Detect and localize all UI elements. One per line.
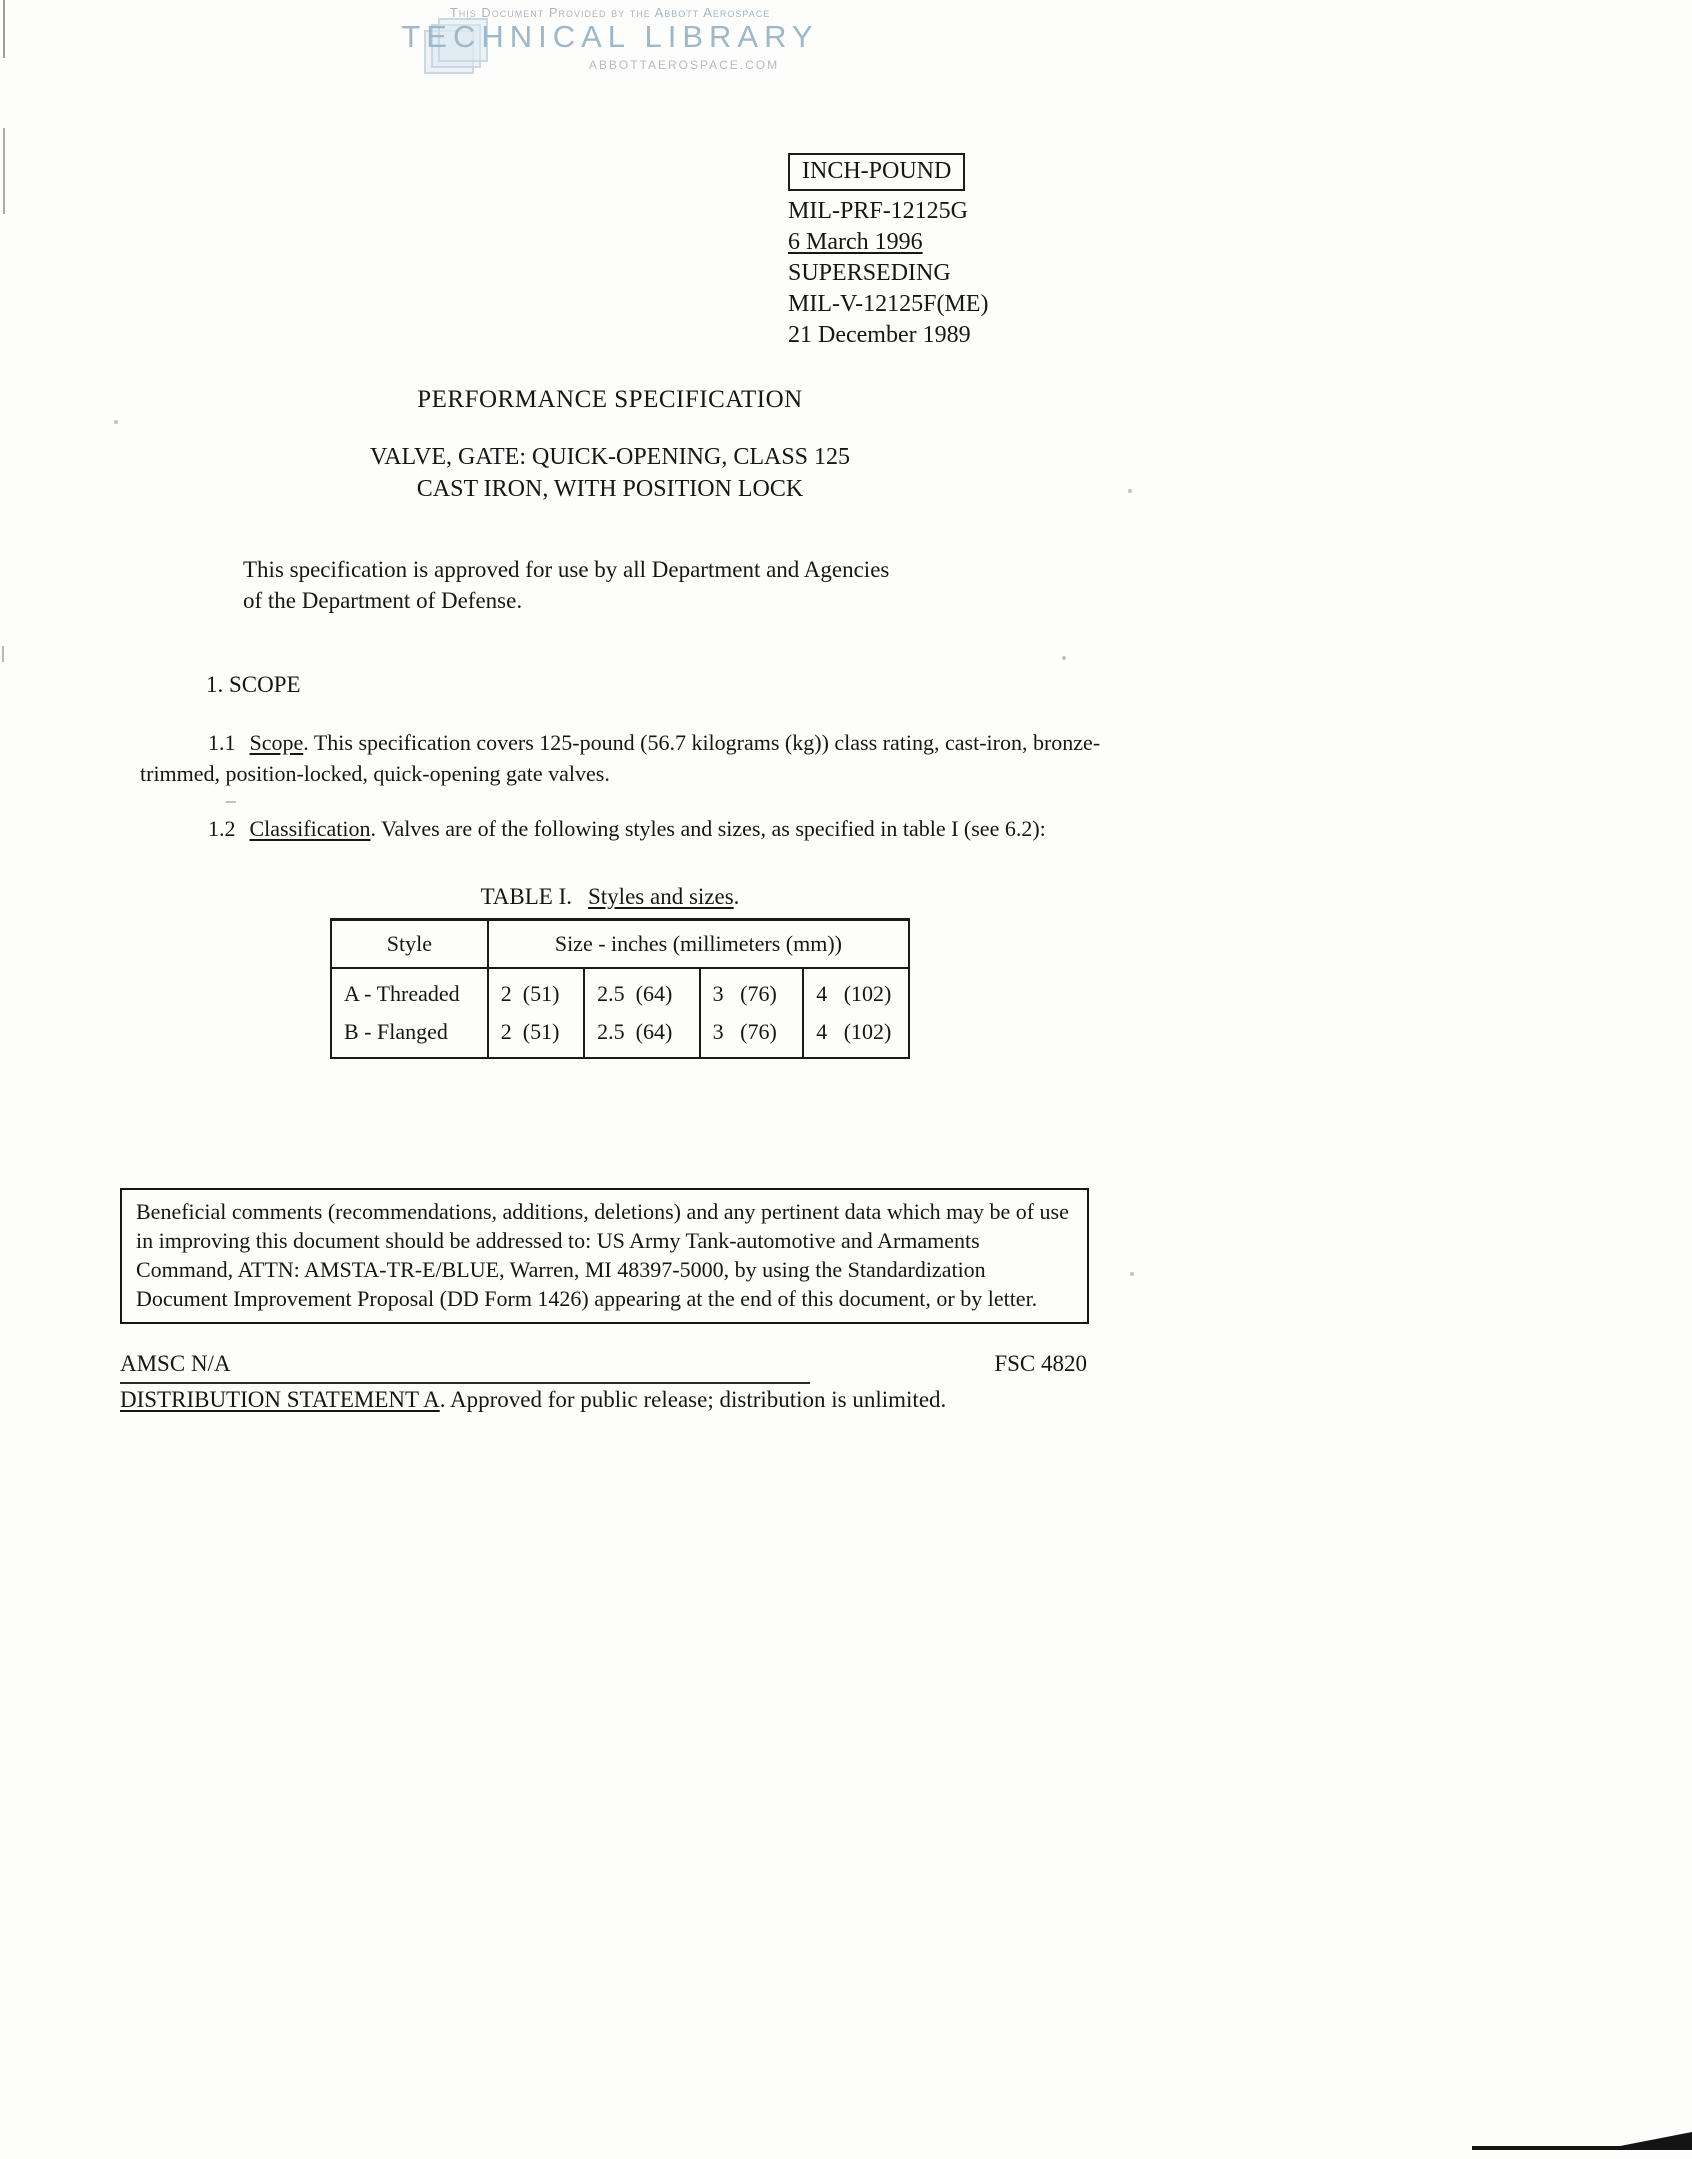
table-caption-title: Styles and sizes — [588, 884, 734, 909]
paragraph-1-2 — [140, 813, 1140, 844]
column-header-style: Style — [331, 920, 488, 969]
amsc-number: AMSC N/A — [120, 1351, 231, 1376]
distribution-statement-text: . Approved for public release; distribution is unlimited. — [439, 1387, 947, 1412]
paragraph-term: Scope — [249, 730, 304, 755]
spec-number: MIL-PRF-12125G — [788, 198, 969, 224]
table-header-row — [331, 920, 909, 969]
spec-date: 6 March 1996 — [788, 229, 923, 255]
paragraph-term: Classification — [249, 816, 371, 841]
approval-note-line1: This specification is approved for use by all Department and Agencies — [243, 557, 890, 582]
fsc-number: FSC 4820 — [994, 1351, 1087, 1376]
watermark-provided-prefix: This Document Provided by the — [449, 5, 655, 20]
column-header-size: Size - inches (millimeters (mm)) — [488, 920, 909, 969]
watermark-provided-line — [130, 5, 1090, 20]
cell-size: 2 (51) — [488, 1013, 584, 1058]
amsc-fsc-row — [120, 1351, 1087, 1377]
table-caption-label: TABLE I. — [480, 884, 572, 909]
superseding-label: SUPERSEDING — [788, 260, 951, 286]
cell-size: 2.5 (64) — [584, 968, 700, 1013]
scan-artifact — [2, 646, 4, 662]
identification-block — [788, 153, 988, 351]
scan-artifact — [3, 128, 5, 214]
inch-pound-designator: INCH-POUND — [788, 153, 965, 191]
paragraph-1-1 — [140, 727, 1140, 789]
cell-size: 2.5 (64) — [584, 1013, 700, 1058]
document-type-title: PERFORMANCE SPECIFICATION — [417, 386, 803, 413]
paragraph-number: 1.1 — [208, 730, 236, 755]
scan-artifact — [1130, 1272, 1134, 1276]
document-title-line2: CAST IRON, WITH POSITION LOCK — [416, 476, 804, 502]
corner-scan-mark — [1472, 2131, 1692, 2153]
table-caption — [130, 884, 1090, 910]
cell-style: A - Threaded — [344, 981, 460, 1006]
styles-and-sizes-table — [330, 918, 910, 1059]
approval-note-line2: of the Department of Defense. — [243, 588, 523, 613]
scan-artifact — [3, 0, 5, 58]
distribution-statement-label: DISTRIBUTION STATEMENT A — [120, 1387, 440, 1412]
watermark-provided-org: Abbott Aerospace — [654, 5, 771, 20]
superseded-spec-date: 21 December 1989 — [788, 322, 971, 348]
cell-size: 4 (102) — [803, 968, 909, 1013]
cell-size: 3 (76) — [700, 1013, 804, 1058]
cell-size: 4 (102) — [803, 1013, 909, 1058]
cell-size: 3 (76) — [700, 968, 804, 1013]
distribution-statement — [120, 1387, 946, 1413]
table-caption-period: . — [733, 884, 740, 909]
approval-note — [243, 554, 889, 616]
table-row — [331, 1013, 909, 1058]
beneficial-comments-box: Beneficial comments (recommendations, additions, deletions) and any pertinent data which may be of use in improving this document should be addressed to: US Army Tank-automotive and Armaments Command, ATTN: AMSTA-TR-E/BLUE, Warren, MI 48397-5000, by using the Standardization Document Improvement Proposal (DD Form 1426) appearing at the end of this document, or by letter. — [120, 1188, 1089, 1324]
scan-artifact — [226, 801, 236, 803]
paragraph-number: 1.2 — [208, 816, 236, 841]
superseded-spec-number: MIL-V-12125F(ME) — [788, 291, 989, 317]
watermark-library-title: TECHNICAL LIBRARY — [401, 19, 819, 54]
scan-artifact — [1128, 489, 1132, 493]
scan-artifact — [114, 420, 118, 424]
scan-artifact — [1062, 656, 1066, 660]
cell-style: B - Flanged — [344, 1019, 448, 1044]
section-heading-scope: 1. SCOPE — [206, 672, 301, 697]
paragraph-text: . This specification covers 125-pound (56.7 kilograms (kg)) class rating, cast-iron, bronze-trimmed, position-locked, quick-opening gate valves. — [140, 730, 1101, 786]
footer-rule — [120, 1382, 810, 1384]
paragraph-text: . Valves are of the following styles and sizes, as specified in table I (see 6.2): — [370, 816, 1046, 841]
cell-size: 2 (51) — [488, 968, 584, 1013]
table-row — [331, 968, 909, 1013]
document-title-line1: VALVE, GATE: QUICK-OPENING, CLASS 125 — [369, 444, 851, 470]
watermark-site-url: ABBOTTAEROSPACE.COM — [588, 58, 780, 72]
